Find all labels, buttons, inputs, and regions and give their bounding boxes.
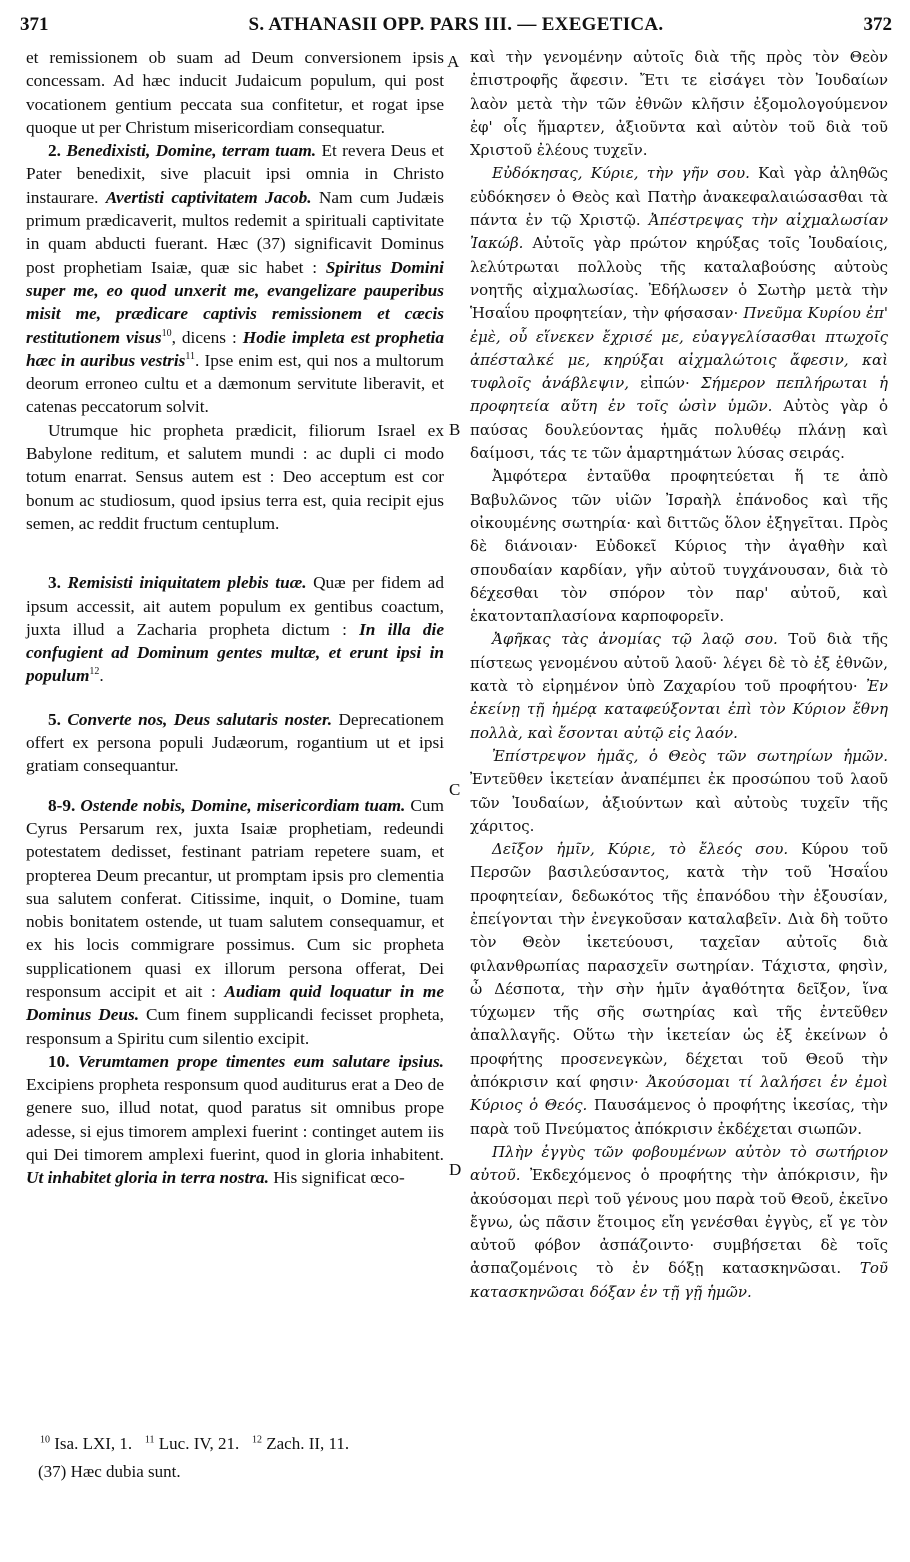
running-title: S. ATHANASII OPP. PARS III. — EXEGETICA. — [248, 14, 664, 35]
latin-column — [26, 46, 444, 1190]
running-header — [20, 14, 892, 44]
page-number-right: 372 — [863, 14, 892, 35]
greek-paragraph: Ἀφῆκας τὰς ἀνομίας τῷ λαῷ σου. Τοῦ διὰ τῆς πίστεως γενομένου αὐτοῦ λαοῦ· λέγει δὲ τὸ ἐξ ἐθνῶν, κατὰ τὸ εἰρημένον ὑπὸ Ζαχαρίου τοῦ προφήτου· Ἐν ἐκείνῃ τῇ ἡμέρᾳ καταφεύξονται ἐπὶ τὸν Κύριον ἔθνη πολλὰ, καὶ ἔσονται αὐτῷ εἰς λαόν. — [470, 630, 888, 742]
section-marker-b: B — [449, 420, 461, 439]
section-marker-a: A — [447, 52, 460, 71]
latin-paragraph: 10. Verumtamen prope timentes eum salutare ipsius. Excipiens propheta responsum quod auditurus erat a Deo de genere suo, illud notat, quod paratus sit omnibus prope adesse, si ejus timorem amplexi fuerint : continget autem iis qui Dei timorem amplexi fuerint, quod in gloria inhabitent. Ut inhabitet gloria in terra nostra. His significat œco- — [26, 1051, 444, 1188]
page-number-left: 371 — [20, 14, 49, 35]
footnote-37: (37) Hæc dubia sunt. — [38, 1462, 181, 1481]
latin-paragraph: Utrumque hic propheta prædicit, filiorum Israel ex Babylone reditum, et salutem mundi : ac dupli ci modo totum enarrat. Sensus autem est : Deo acceptum est cor bonum ac studiosum, quod ipsius terra est, quia recipit ejus semen, ac reddit fructum centuplum. — [26, 420, 444, 533]
latin-paragraph: et remissionem ob suam ad Deum conversionem ipsis concessam. Ad hæc inducit Judaicum populum, qui post vocationem gentium peccata sua confitetur, et rogat ipse quoque ut per Christum misericordiam consequatur. — [26, 48, 444, 137]
greek-paragraph: Ἀμφότερα ἐνταῦθα προφητεύεται ἥ τε ἀπὸ Βαβυλῶνος τῶν υἱῶν Ἰσραὴλ ἐπάνοδος καὶ τῆς οἰκουμένης σωτηρία· καὶ διττῶς ὅλον ἐξηγεῖται. Πρὸς δὲ διάνοιαν· Εὐδοκεῖ Κύριος τὴν ἀγαθὴν καὶ σπουδαίαν καρδίαν, γῆν αὐτοῦ τυγχάνουσαν, διὰ τὸ δέχεσθαι τὸν σπόρον τὸν παρ' αὐτοῦ, καὶ ἑκατονταπλασίονα καρποφορεῖν. — [470, 467, 888, 626]
latin-paragraph: 8-9. Ostende nobis, Domine, misericordiam tuam. Cum Cyrus Persarum rex, juxta Isaiæ prophetiam, redeundi potestatem dedisset, festinant patriam repetere suam, et propterea Deum precantur, ut promptam ipsis pro clementia sua salutem conferat. Citissime, inquit, o Domine, tuam nobis bonitatem ostende, ut tuam salutem consequamur, et ex his locis commigrare possimus. Cum sic propheta supplicationem quasi ex illorum persona offerat, Dei responsum accipit et ait : Audiam quid loquatur in me Dominus Deus. Cum finem supplicandi fecisset propheta, responsum a Spiritu cum silentio excipit. — [26, 795, 444, 1048]
greek-paragraph: Πλὴν ἐγγὺς τῶν φοβουμένων αὐτὸν τὸ σωτήριον αὐτοῦ. Ἐκδεχόμενος ὁ προφήτης τὴν ἀπόκρισιν, ἣν ἀκούσομαι περὶ τοῦ γένους μου παρὰ τοῦ Θεοῦ, ἐκεῖνο ἔγνω, ὡς πᾶσιν ἕτοιμος εἴη γενέσθαι ἐγγὺς, εἴ γε τὸν αὐτοῦ φόβον ἀσπάζοιντο· συμβήσεται δὲ τοῖς ἀσπαζομένοις τὸ ἐν δόξῃ κατασκηνῶσαι. Τοῦ κατασκηνῶσαι δόξαν ἐν τῇ γῇ ἡμῶν. — [470, 1142, 888, 1301]
section-marker-c: C — [449, 780, 461, 799]
greek-paragraph: Εὐδόκησας, Κύριε, τὴν γῆν σου. Καὶ γὰρ ἀληθῶς εὐδόκησεν ὁ Θεὸς καὶ Πατὴρ ἀνακεφαλαιώσασθαι τὰ πάντα ἐν τῷ Χριστῷ. Ἀπέστρεψας τὴν αἰχμαλωσίαν Ἰακώβ. Αὐτοῖς γὰρ πρώτον κηρύξας τοῖς Ἰουδαίοις, λελύτρωται πολλοὺς τῆς καταλαβούσης αὐτοὺς νοητῆς αἰχμαλωσίας. Ἐδήλωσεν ὁ Σωτὴρ μετὰ τὴν Ἡσαΐου προφητείαν, τὴν φήσασαν· Πνεῦμα Κυρίου ἐπ' ἐμὲ, οὗ εἵνεκεν ἔχρισέ με, εὐαγγελίσασθαι πτωχοῖς ἀπέσταλκέ με, κηρύξαι αἰχμαλώτοις ἄφεσιν, καὶ τυφλοῖς ἀνάβλεψιν, εἰπών· Σήμερον πεπλήρωται ἡ προφητεία αὕτη ἐν τοῖς ὠσὶν ὑμῶν. Αὐτὸς γὰρ ὁ παύσας δουλεύοντας ἡμᾶς πολυθέῳ πλάνῃ καὶ δαίμοσι, τάς τε τῶν ἁμαρτημάτων λύσας σειράς. — [470, 164, 888, 463]
footnotes — [40, 1430, 460, 1486]
latin-paragraph: 2. Benedixisti, Domine, terram tuam. Et revera Deus et Pater benedixit, sive placuit ipsi omnia in Christo instaurare. Avertisti captivitatem Jacob. Nam cum Judæis primum prædicaverit, multos redemit a spirituali captivitate in quam abducti fuerant. Hæc (37) significavit Dominus post prophetiam Isaiæ, quæ sic habet : Spiritus Domini super me, eo quod unxerit me, evangelizare pauperibus misit me, prædicare captivis remissionem et cæcis restitutionem visus$^{10}$, dicens : Hodie impleta est prophetia hæc in auribus vestris$^{11}$. Ipse enim est, qui nos a multorum deorum erroneo cultu et a dæmonum servitute liberavit, et catenas peccatorum solvit. — [26, 141, 444, 417]
latin-paragraph: 3. Remisisti iniquitatem plebis tuæ. Quæ per fidem ad ipsum accessit, ait autem populum ex gentibus coactum, juxta illud a Zacharia propheta dictum : In illa die confugient ad Dominum gentes multæ, et erunt ipsi in populum$^{12}$. — [26, 573, 444, 686]
greek-paragraph: Δεῖξον ἡμῖν, Κύριε, τὸ ἔλεός σου. Κύρου τοῦ Περσῶν βασιλεύσαντος, κατὰ τὴν τοῦ Ἡσαΐου προφητείαν, δεδωκότος τῆς ἐπανόδου τὴν ἐξουσίαν, ἐπείγονται τὴν ἐνεγκοῦσαν καταλαβεῖν. Διὰ δὴ τοῦτο τὸν Θεὸν ἱκετεύουσι, ταχεῖαν αὐτοῖς διὰ φιλανθρωπίας παρασχεῖν σωτηρίαν. Τάχιστα, φησὶν, ὦ Δέσποτα, τὴν σὴν ἡμῖν ἀγαθότητα δεῖξον, ἵνα τύχωμεν τῆς σῆς σωτηρίας καὶ τῆς ἐντεῦθεν ἀπαλλαγῆς. Οὕτω τὴν ἱκετείαν ὡς ἐξ ἐκείνων ὁ προφήτης προσενεγκὼν, δέχεται τοῦ Θεοῦ τὴν ἀπόκρισιν καί φησιν· Ἀκούσομαι τί λαλήσει ἐν ἐμοὶ Κύριος ὁ Θεός. Παυσάμενος ὁ προφήτης ἱκεσίας, τὴν παρὰ τοῦ Πνεύματος ἀπόκρισιν ἐκδέχεται σιωπῶν. — [470, 840, 889, 1138]
greek-paragraph: Ἐπίστρεψον ἡμᾶς, ὁ Θεὸς τῶν σωτηρίων ἡμῶν. Ἐντεῦθεν ἱκετείαν ἀναπέμπει ἐκ προσώπου τοῦ λαοῦ τῶν Ἰουδαίων, ἀξιούντων καὶ αὐτοὺς τυχεῖν τῆς χάριτος. — [470, 746, 888, 835]
greek-paragraph: καὶ τὴν γενομένην αὐτοῖς διὰ τῆς πρὸς τὸν Θεὸν ἐπιστροφῆς ἄφεσιν. Ἔτι τε εἰσάγει τὸν Ἰουδαίων λαὸν μετὰ τὴν τῶν ἐθνῶν κλῆσιν ἐξομολογούμενον ἐφ' οἷς ἥμαρτεν, ἀξιοῦντα καὶ αὐτὸν τοῦ διὰ τοῦ Χριστοῦ ἐλέους τυχεῖν. — [470, 48, 888, 160]
greek-column — [470, 46, 888, 1304]
latin-paragraph: 5. Converte nos, Deus salutaris noster. Deprecationem offert ex persona populi Judæorum, rogantium ut et ipsi gratiam consequantur. — [26, 709, 444, 776]
section-marker-d: D — [449, 1160, 462, 1179]
footnote-line: $^{10}$ Isa. LXI, 1. $^{11}$ Luc. IV, 21. $^{12}$ Zach. II, 11. — [40, 1434, 350, 1453]
